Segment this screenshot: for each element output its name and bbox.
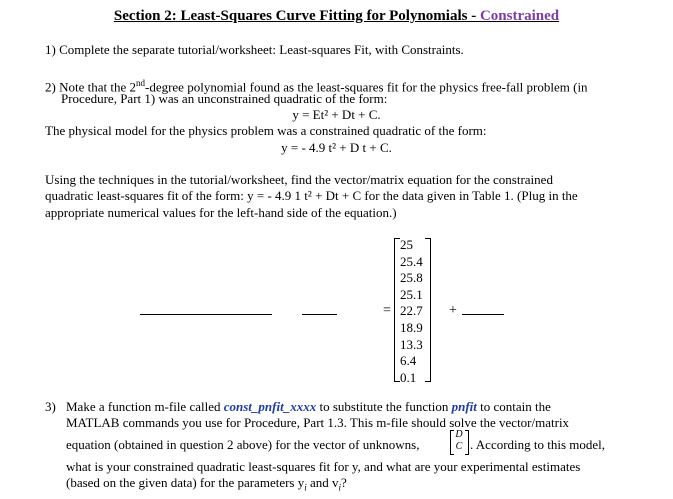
item-3-line-2: MATLAB commands you use for Procedure, Part 1.3. This m-file should solve the vector/matrix xyxy=(66,415,570,430)
item-2-line-1-b: -degree polynomial found as the least-squares fit for the physics free-fall problem (in xyxy=(144,79,588,95)
item-3-line-1-b: to substitute the function xyxy=(316,399,452,414)
equation-constrained: y = - 4.9 t² + D t + C. xyxy=(281,140,392,155)
item-3-line-4: what is your constrained quadratic least-squares fit for y, and what are your experimental estimates xyxy=(66,459,581,474)
item-3-number: 3) xyxy=(45,399,56,414)
constrained-link[interactable]: Constrained xyxy=(479,8,560,24)
item-2-line-2: Procedure, Part 1) was an unconstrained quadratic of the form: xyxy=(61,91,388,106)
paragraph-line-2: quadratic least-squares fit of the form: y = - 4.9 1 t² + Dt + C for the data given in Table 1. (Plug in the xyxy=(45,188,578,203)
vector-value: 18.9 xyxy=(400,319,423,335)
paragraph-line-3: appropriate numerical values for the left-hand side of the equation.) xyxy=(45,205,397,220)
item-3-line-1-a: Make a function m-file called xyxy=(66,399,224,414)
residual-blank[interactable] xyxy=(462,314,504,315)
vector-value: 0.1 xyxy=(400,369,417,385)
paragraph-line-1: Using the techniques in the tutorial/worksheet, find the vector/matrix equation for the constrained xyxy=(45,172,553,187)
data-vector xyxy=(400,237,423,386)
item-1: 1) Complete the separate tutorial/worksheet: Least-squares Fit, with Constraints. xyxy=(45,42,464,57)
vector-value: 22.7 xyxy=(400,303,423,319)
item-2-line-3: The physical model for the physics problem was a constrained quadratic of the form: xyxy=(45,123,487,138)
item-3-line-1 xyxy=(66,399,551,415)
item-3-line-1-c: to contain the xyxy=(476,399,551,414)
pnfit-function-name: pnfit xyxy=(451,399,477,414)
item-3-line-5 xyxy=(66,475,347,496)
unknowns-vector xyxy=(453,430,465,452)
vector-value: 25.1 xyxy=(400,286,423,302)
item-3-line-5-c: ? xyxy=(341,475,347,490)
matrix-blank[interactable] xyxy=(140,314,272,315)
equation-unconstrained: y = Et² + Dt + C. xyxy=(292,107,381,122)
subscript-i: i xyxy=(338,482,342,493)
item-2-line-1-a: 2) Note that the 2 xyxy=(45,79,136,95)
vector-blank[interactable] xyxy=(302,314,337,315)
item-3-line-5-a: (based on the given data) for the parameters y xyxy=(66,475,305,490)
title-prefix: Section 2: Least-Squares Curve Fitting for Polynomials - xyxy=(113,8,480,24)
item-3-line-3-a: equation (obtained in question 2 above) for the vector of unknowns, xyxy=(66,437,420,452)
vector-value: 25 xyxy=(400,237,413,252)
plus-sign: + xyxy=(449,303,457,318)
subscript-i: i xyxy=(304,482,307,493)
unknowns-right-bracket xyxy=(465,430,469,455)
item-3-line-5-b: and v xyxy=(306,475,339,490)
equals-sign: = xyxy=(383,303,391,318)
item-3-line-3-b: . According to this model, xyxy=(470,437,606,452)
vector-value: 6.4 xyxy=(400,353,417,369)
vector-value: 13.3 xyxy=(400,336,423,352)
const-pnfit-function-name: const_pnfit_xxxx xyxy=(223,399,317,414)
vector-value: 25.8 xyxy=(400,270,423,286)
unknown-d: D xyxy=(455,429,463,440)
right-bracket xyxy=(425,238,431,382)
vector-value: 25.4 xyxy=(400,253,423,269)
unknown-c: C xyxy=(455,441,463,452)
page-title xyxy=(0,8,673,24)
superscript-nd: nd xyxy=(135,78,145,88)
